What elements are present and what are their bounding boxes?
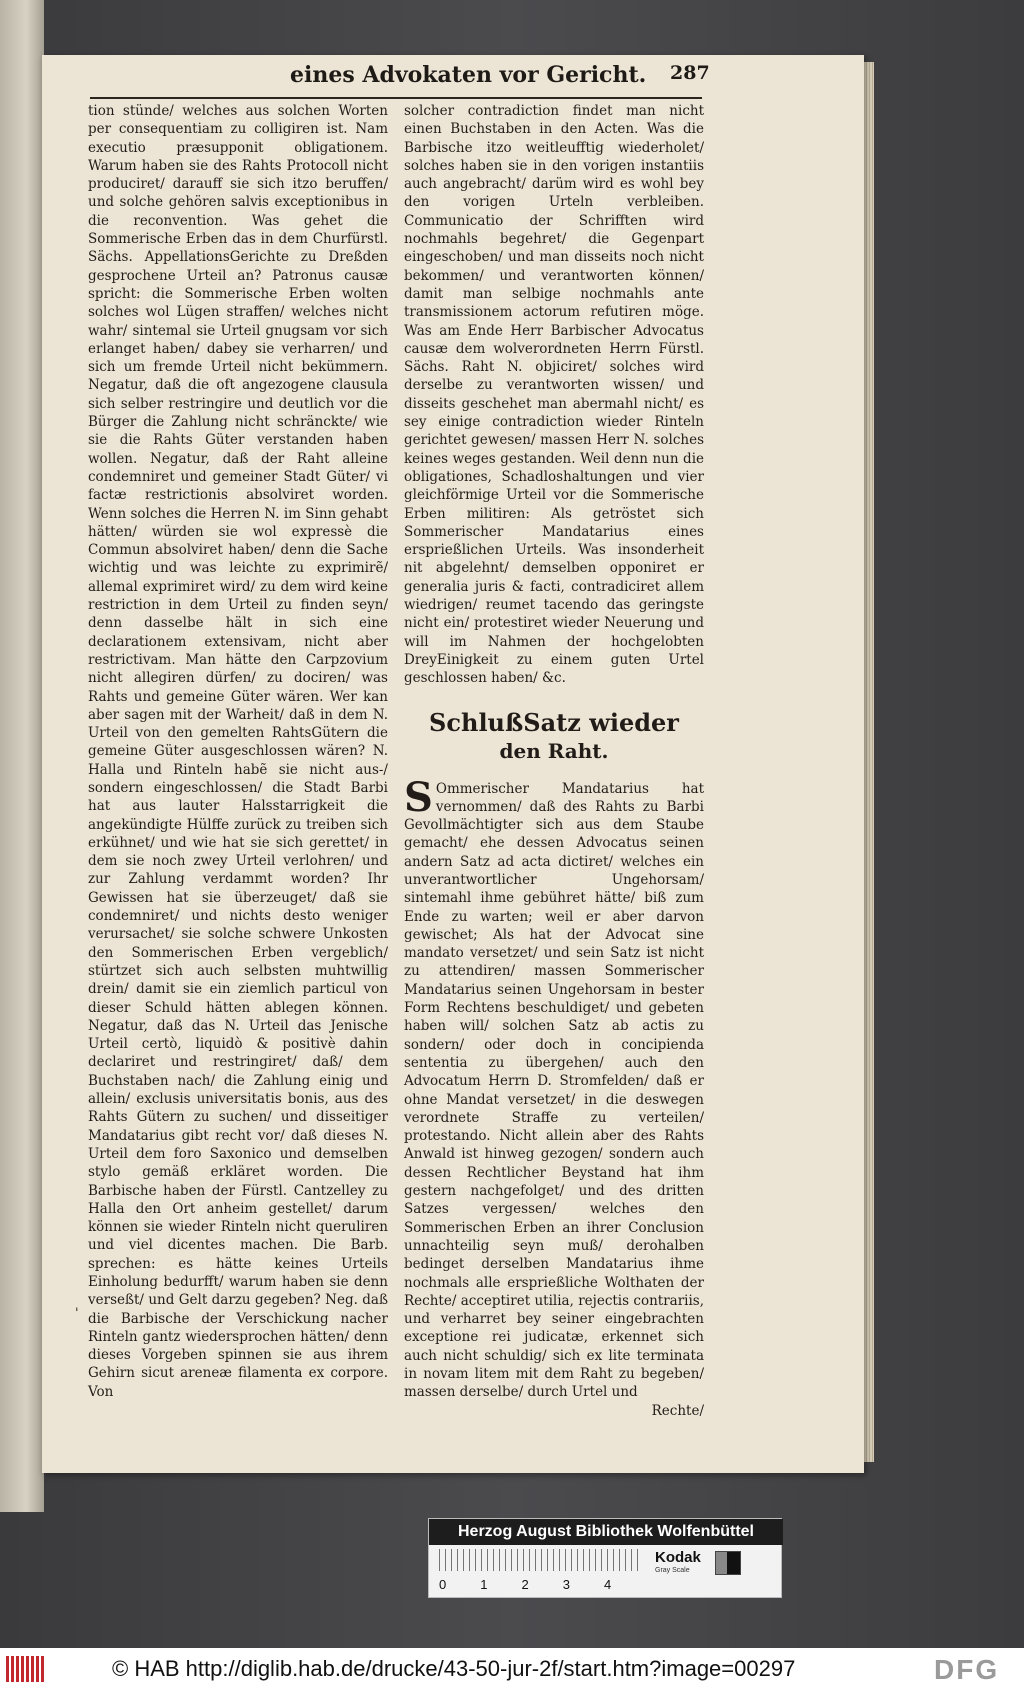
card-tick: 0	[439, 1577, 447, 1592]
section-heading	[404, 708, 704, 764]
left-column	[88, 102, 388, 1401]
right-column	[404, 102, 704, 1420]
right-column-text: solcher contradiction findet man nicht einen Buchstaben in den Acten. Was die Barbische itzo weitleufftig wiederholet/ solches haben sie in den vorigen instantiis auch angebracht/ darüm wird es wohl bey den vorigen Urteln verbleiben. Communicatio der Schrifften wird nochmahls begehret/ die Gegenpart eingeschoben/ und man disseits noch nicht bekommen/ und verantworten können/ damit man selbige nochmahls ante transmissionem actorum refutiren möge. Was am Ende Herr Barbischer Advocatus causæ dem wolverordneten Herrn Fürstl. Sächs. Raht N. objiciret/ solches wird derselbe zu verantworten wissen/ und disseits geschehet man abermahl nicht/ es sey einige contradiction wieder Rinteln gerichtet gewesen/ massen Herr N. solches keines weges gestanden. Weil denn nun die obligationes, Schadloshaltungen und vier gleichförmige Urteil vor die Sommerische Erben militiren: Als getröstet sich Sommerischer Mandatarius eines ersprießlichen Urteils. Was insonderheit nit abgelehnt/ demselben opponiret er generalia juris & facti, contradiciret allem wiedrigen/ reumet tacendo das geringste nicht ein/ protestiret wieder Neuerung und will im Nahmen der hochgelobten DreyEinigkeit zu einem guten Urtel geschlossen haben/ &c.	[404, 103, 704, 687]
section-paragraph	[404, 773, 704, 1402]
section-paragraph-text: Ommerischer Mandatarius hat vernommen/ daß des Rahts zu Barbi Gevollmächtigter sich aus dem Staube gemacht/ ehe dessen Advocatus seinen andern Satz ad acta dictiret/ welches ein unverantwortlicher Ungehorsam/ sintemahl ihme gebühret hätte/ biß zum Ende zu warten; weil er aber darvon gewischet; Als hat der Advocat sine mandato versetzet/ und sein Satz ist nicht zu attendiren/ massen Sommerischer Mandatarius seinen Ungehorsam in bester Form Rechtens beschuldiget/ und gebeten haben will/ solchen Satz ab actis zu sondern/ oder doch in concipienda sententia zu übergehen/ auch den Advocatum Herrn D. Stromfelden/ daß er ohne Mandat versetzet/ in die deswegen verordnete Straffe zu verteilen/ protestando. Nicht allein aber des Rahts Anwald ist hinweg gezogen/ sondern auch dessen Rechtlicher Beystand hat ihm gestern nachgefolget/ und des dritten Satzes vergessen/ welches den Sommerischen Erben an ihrer Conclusion unnachteilig seyn muß/ derohalben bedinget derselben Mandatarius ihme nochmals alle ersprießliche Wolthaten der Rechte/ acceptiret utilia, rejectis contrariis, und verharret bey seiner eingebrachten exceptione rei judicatæ, erkennet sich auch nicht schuldig/ sich ex lite terminata in novam litem mit dem Raht zu begeben/ massen derselbe/ durch Urtel und	[404, 780, 704, 1401]
catchword: Rechte/	[651, 1402, 704, 1419]
section-heading-line2: den Raht.	[499, 738, 609, 763]
dfg-logo: DFG	[934, 1654, 1000, 1685]
drop-cap: S	[404, 773, 433, 821]
card-tick: 2	[521, 1577, 529, 1592]
color-calibration-card	[428, 1518, 782, 1598]
left-column-text: tion stünde/ welches aus solchen Worten per consequentiam zu colligiren ist. Nam executio præsupponit obligationem. Warum haben sie des Rahts Protocoll nicht produciret/ darauff sie sich itzo beruffen/ und solche gehören salvis exceptionibus in die reconvention. Was gehet die Sommerische Erben das in dem Churfürstl. Sächs. AppellationsGerichte zu Dreßden gesprochene Urteil an? Patronus causæ spricht: die Sommerische Erben wolten solches wol Lügen straffen/ welches nicht wahr/ sintemal sie Urteil gnugsam vor sich erlanget haben/ dabey sie verharren/ und sich um fremde Urteil nicht bekümmern. Negatur, daß die oft angezogene clausula sich selber restringire und deutlich vor die Bürger die Zahlung nicht schränckte/ wie sie die Rahts Güter verstanden haben wollen. Negatur, daß der Raht alleine condemniret und gemeiner Stadt Güter/ vi factæ restrictionis absolviret worden. Wenn solches die Herren N. im Sinn gehabt hätten/ würden sie wol expressè die Commun absolviret haben/ denn die Sache wichtig und was leichte zu exprimirẽ/ allemal exprimiret wird/ zu dem wird keine restriction in dem Urteil zu finden seyn/ denn dasselbe hält in sich eine declarationem extensivam, nicht aber restrictivam. Man hätte den Carpzovium nicht allegiren dürfen/ zu dociren/ was Rahts und gemeine Güter wären. Wer kan aber sagen mit der Warheit/ daß in dem N. Urteil von den gemelten RahtsGütern die gemeine Güter ausgeschlossen wären? N. Halla und Rinteln habẽ sie nicht aus-/ sondern eingeschlossen/ die Stadt Barbi hat aus lauter Halsstarrigkeit die angekündigte Hülffe zurück zu treiben sich erkühnet/ und wie hat sie sich gerettet/ in dem sie noch zwey Urteil verlohren/ und zur Zahlung verdammt worden? Ihr Gewissen hat sie überzeuget/ daß sie condemniret/ und nichts desto weniger verursachet/ sie solche schwere Unkosten den Sommerischen Erben vergeblich/ stürtzet sich auch selbsten muhtwillig drein/ damit sie ein ziemlich particul von dieser Schuld hätten ablegen können. Negatur, daß das N. Urteil das Jenische Urteil certò, liquidò & positivè dahin declariret und restringiret/ daß/ dem Buchstaben nach/ die Zahlung einig und allein/ exclusis universitatis bonis, aus des Rahts Gütern zu suchen/ und disseitiger Mandatarius gibt recht vor/ daß dieses N. Urteil dem foro Saxonico und demselben stylo gemäß erkläret worden. Die Barbische haben der Fürstl. Cantzelley zu Halla den Ort anheim gestellet/ darum können sie wieder Rinteln nicht queruliren und viel dicentes machen. Die Barb. sprechen: es hätte keines Urteils Einholung bedurfft/ warum haben sie denn verseßt/ und Gelt darzu gegeben? Neg. daß die Barbische der Verschickung nacher Rinteln gantz wiedersprochen hätten/ denn dieses Vorgeben spinnen sie aus ihrem Gehirn sicut areneæ filamenta ex corpore. Von	[88, 103, 388, 1400]
card-kodak-label: Kodak	[655, 1549, 701, 1566]
footer-citation[interactable]: © HAB http://diglib.hab.de/drucke/43-50-jur-2f/start.htm?image=00297	[112, 1656, 796, 1681]
card-title: Herzog August Bibliothek Wolfenbüttel	[429, 1519, 783, 1545]
card-tick: 3	[562, 1577, 570, 1592]
running-head: eines Advokaten vor Gericht.	[290, 62, 647, 88]
page-number: 287	[670, 62, 710, 84]
margin-mark: '	[75, 1306, 79, 1321]
card-grayscale-label: Gray Scale	[655, 1567, 690, 1574]
gray-swatch	[715, 1551, 741, 1575]
card-ticks	[439, 1577, 611, 1592]
footer-bar	[0, 1648, 1024, 1690]
hab-logo-icon	[6, 1656, 46, 1682]
card-ruler	[439, 1549, 639, 1571]
section-heading-line1: SchlußSatz wieder	[429, 707, 679, 737]
header-rule	[90, 97, 702, 99]
card-tick: 4	[603, 1577, 612, 1592]
left-page-edge	[0, 0, 44, 1512]
card-tick: 1	[480, 1577, 488, 1592]
